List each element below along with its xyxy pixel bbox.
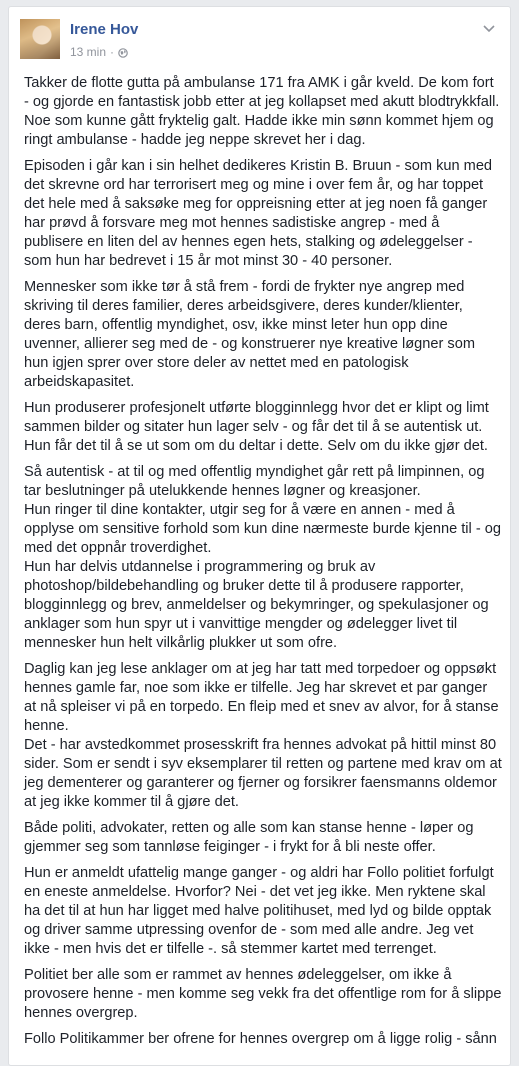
post-paragraph: Hun er anmeldt ufattelig mange ganger - og aldri har Follo politiet forfulgt en eneste anmeldelse. Hvorfor? Nei - det vet jeg ikke. Men ryktene skal ha det til at hun har ligget med halve politihuset, med lyd og bilde opptak og driver samme utpressing ovenfor de - som med alle andre. Jeg vet ikke - men hvis det er tilfelle -. så stemmer kartet med terrenget. <box>24 865 494 957</box>
post-paragraph: Så autentisk - at til og med offentlig myndighet går rett på limpinnen, og tar beslutninger på utelukkende hennes løgner og kreasjoner. Hun ringer til dine kontakter, utgir seg for å være en annen - med å opplyse om sensitive forhold som kun dine nærmeste burde kjenne til - og med det oppnår troverdighet. Hun har delvis utdannelse i programmering og bruk av photoshop/bildebehandling og bruker dette til å produsere rapporter, blogginnlegg og brev, anmeldelser og bekymringer, og spekulasjoner og anklager som hun spyr ut i vanvittige mengder og ødelegger livet til mennesker hun helt vilkårlig plukker ut som ofre. <box>24 464 501 651</box>
post-card <box>8 6 511 1066</box>
post-body <box>24 74 502 1056</box>
post-paragraph: Follo Politikammer ber ofrene for hennes overgrep om å ligge rolig - sånn <box>24 1031 497 1047</box>
post-header <box>9 7 510 61</box>
post-timestamp[interactable]: 13 min <box>70 45 107 59</box>
avatar[interactable] <box>20 19 60 59</box>
post-paragraph: Hun produserer profesjonelt utførte blogginnlegg hvor det er klipt og limt sammen bilder og sitater hun lager selv - og får det til å se autentisk ut. Hun får det til å se ut som om du deltar i dette. Selv om du ikke gjør det. <box>24 400 489 454</box>
meta-separator: · <box>110 45 115 59</box>
post-meta <box>70 45 128 59</box>
post-paragraph: Daglig kan jeg lese anklager om at jeg har tatt med torpedoer og oppsøkt hennes gamle far, noe som ikke er tilfelle. Jeg har skrevet et par ganger at nå spleiser vi på en torpedo. En fleip med et snev av alvor, for å stanse henne. Det - har avstedkommet prosesskrift fra hennes advokat på hittil minst 80 sider. Som er sendt i syv eksemplarer til retten og partene med krav om at jeg dementerer og garanterer og fjerner og forsikrer faensmanns oldemor at jeg ikke kommer til å gjøre det. <box>24 661 502 810</box>
post-paragraph: Både politi, advokater, retten og alle som kan stanse henne - løper og gjemmer seg som tannløse feiginger - i frykt for å bli neste offer. <box>24 820 474 855</box>
chevron-down-icon[interactable] <box>482 21 496 31</box>
post-paragraph: Mennesker som ikke tør å stå frem - fordi de frykter nye angrep med skriving til deres familier, deres arbeidsgivere, deres kunder/klienter, deres barn, offentlig myndighet, osv, ikke minst leter hun opp dine uvenner, allierer seg med de - og konstruerer nye kreative løgner som hun igjen sprer over store deler av nettet med en patologisk arbeidskapasitet. <box>24 279 476 390</box>
globe-icon[interactable] <box>118 47 128 57</box>
avatar-photo <box>20 19 60 59</box>
author-name[interactable]: Irene Hov <box>70 21 139 38</box>
post-paragraph: Takker de flotte gutta på ambulanse 171 fra AMK i går kveld. De kom fort - og gjorde en fantastisk jobb etter at jeg kollapset med akutt blodtrykkfall. Noe som kunne gått fryktelig galt. Hadde ikke min sønn kommet hjem og ringt ambulanse - hadde jeg neppe skrevet her i dag. <box>24 75 500 148</box>
post-paragraph: Politiet ber alle som er rammet av hennes ødeleggelser, om ikke å provosere henne - men komme seg vekk fra det offentlige rom for å slippe hennes overgrep. <box>24 967 502 1021</box>
post-paragraph: Episoden i går kan i sin helhet dedikeres Kristin B. Bruun - som kun med det skrevne ord har terrorisert meg og mine i over fem år, og har toppet det hele med å saksøke meg for oppreisning etter at jeg noen få ganger har prøvd å forsvare meg mot hennes sadistiske angrep - med å publisere en liten del av hennes egen hets, stalking og ødeleggelser - som hun har bedrevet i 15 år mot minst 30 - 40 personer. <box>24 158 493 269</box>
